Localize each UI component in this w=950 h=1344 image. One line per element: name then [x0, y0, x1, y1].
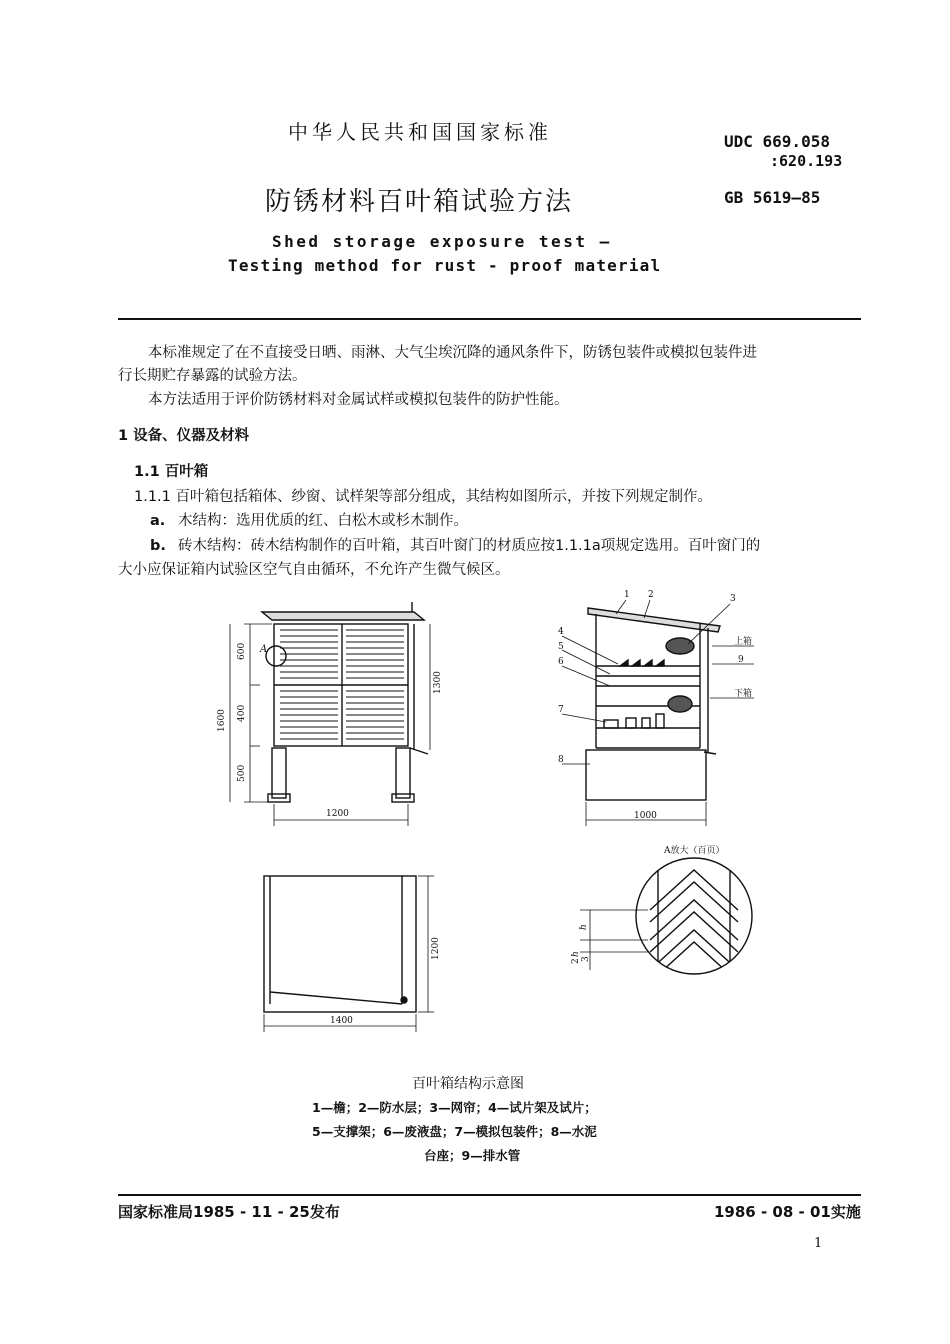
dim-1000-label: 1000 — [634, 811, 657, 821]
dim-600-label: 600 — [237, 642, 247, 660]
effective-date: 1986 - 08 - 01实施 — [714, 1203, 861, 1221]
document-title-chinese: 防锈材料百叶箱试验方法 — [265, 187, 574, 217]
side-section-drawing — [540, 588, 780, 838]
label-6: 6 — [558, 657, 564, 667]
section-1-1-1-text: 1.1.1 百叶箱包括箱体、纱窗、试样架等部分组成，其结构如图所示，并按下列规定制作。 — [134, 489, 712, 505]
label-8: 8 — [558, 755, 564, 765]
label-5: 5 — [558, 642, 564, 652]
figure-legend-line1: 1—檐；2—防水层；3—网帘；4—试片架及试片； — [312, 1100, 597, 1115]
item-b-text-line1: 砖木结构：砖木结构制作的百叶箱，其百叶窗门的材质应按1.1.1a项规定选用。百叶窗门的 — [178, 538, 761, 554]
item-a-text: 木结构：选用优质的红、白松木或杉木制作。 — [178, 513, 468, 529]
label-1: 1 — [624, 590, 630, 600]
document-title-english-line2: Testing method for rust - proof material — [228, 256, 662, 275]
label-lower-box: 下箱 — [734, 689, 753, 699]
dim-1400-label: 1400 — [330, 1016, 353, 1026]
label-4: 4 — [558, 627, 564, 637]
marker-a-label: A — [260, 644, 268, 655]
label-upper-box: 上箱 — [734, 637, 753, 647]
label-9: 9 — [738, 655, 744, 665]
detail-frac-den: 3 — [581, 956, 591, 962]
udc-code: UDC 669.058 — [724, 132, 830, 151]
plan-view-drawing — [256, 868, 456, 1048]
footer-divider — [118, 1194, 861, 1196]
udc-code-continued: :620.193 — [770, 152, 843, 170]
section-1-1-heading: 1.1 百叶箱 — [134, 464, 209, 480]
dim-1200-front-label: 1200 — [326, 809, 349, 819]
detail-frac-h: h — [571, 951, 581, 957]
figure-legend-line3: 台座；9—排水管 — [424, 1148, 521, 1163]
intro-paragraph-line2: 行长期贮存暴露的试验方法。 — [118, 368, 307, 384]
detail-a-title: A放大（百页） — [664, 846, 725, 856]
dim-500-label: 500 — [237, 764, 247, 782]
gb-standard-code: GB 5619—85 — [724, 188, 821, 207]
detail-a-drawing — [568, 840, 768, 990]
intro-paragraph-2: 本方法适用于评价防锈材料对金属试样或模拟包装件的防护性能。 — [148, 392, 569, 408]
issued-date: 国家标准局1985 - 11 - 25发布 — [118, 1203, 340, 1221]
item-b-text-line2: 大小应保证箱内试验区空气自由循环，不允许产生微气候区。 — [118, 562, 510, 578]
front-elevation-drawing — [214, 598, 464, 838]
section-1-heading: 1 设备、仪器及材料 — [118, 428, 250, 444]
dim-1600-label: 1600 — [217, 709, 227, 732]
label-3: 3 — [730, 594, 736, 604]
label-7: 7 — [558, 705, 564, 715]
figure-caption: 百叶箱结构示意图 — [412, 1076, 524, 1092]
item-b-label: b. — [150, 538, 166, 554]
header-divider — [118, 318, 861, 320]
figure-legend-line2: 5—支撑架；6—废液盘；7—模拟包装件；8—水泥 — [312, 1124, 597, 1139]
intro-paragraph-line1: 本标准规定了在不直接受日晒、雨淋、大气尘埃沉降的通风条件下，防锈包装件或模拟包装件进 — [148, 345, 757, 361]
label-2: 2 — [648, 590, 654, 600]
dim-400-label: 400 — [237, 704, 247, 722]
dim-1200-side-label: 1200 — [431, 937, 441, 960]
document-title-english-line1: Shed storage exposure test — — [272, 232, 612, 251]
national-standard-heading: 中华人民共和国国家标准 — [288, 120, 552, 144]
page-number: 1 — [814, 1236, 823, 1251]
item-a-label: a. — [150, 513, 166, 529]
detail-frac-num: 2 — [571, 958, 581, 964]
detail-h-label: h — [579, 924, 589, 930]
dim-1300-label: 1300 — [433, 671, 443, 694]
